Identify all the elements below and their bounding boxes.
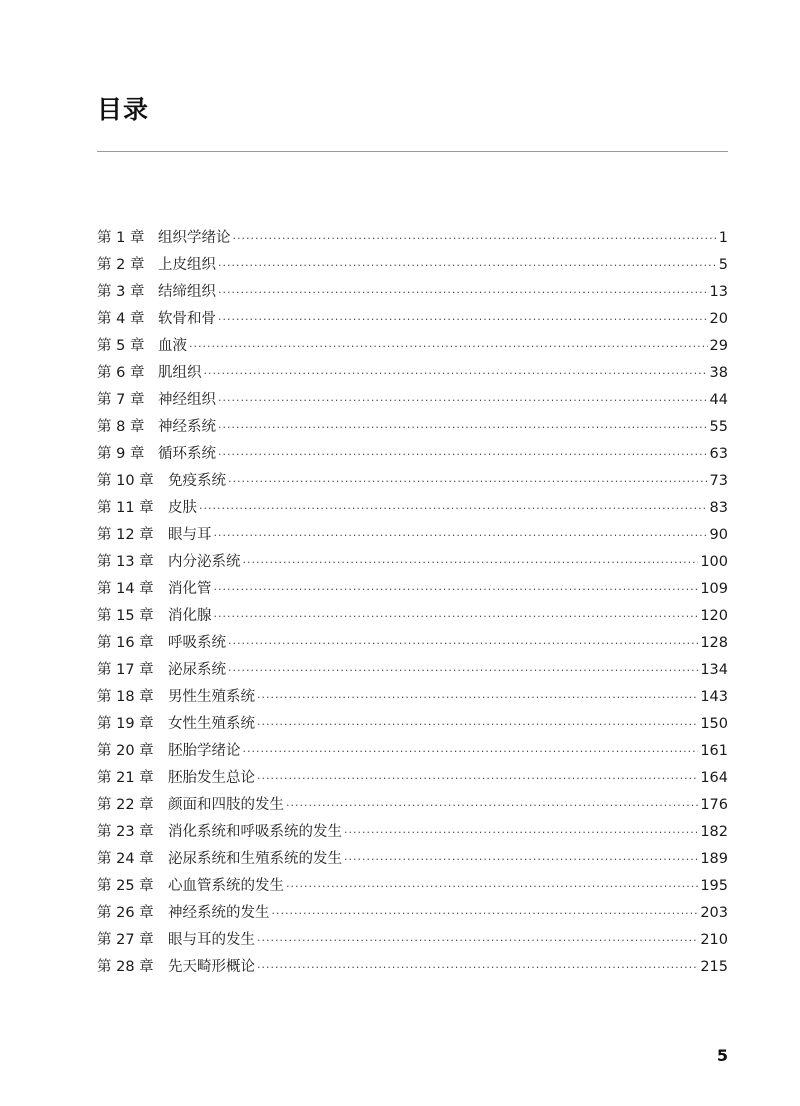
toc-entry[interactable] [97,630,728,657]
chapter-page-number: 164 [700,770,728,786]
chapter-number: 第 18 章 [97,689,154,705]
chapter-number: 第 11 章 [97,500,154,516]
toc-entry[interactable] [97,576,728,603]
toc-entry[interactable] [97,900,728,927]
chapter-title: 泌尿系统和生殖系统的发生 [168,851,342,867]
dot-leader [218,252,717,279]
dot-leader [257,954,698,981]
toc-entry[interactable] [97,468,728,495]
chapter-title: 消化管 [168,581,212,597]
dot-leader [214,576,699,603]
chapter-title: 血液 [158,338,187,354]
chapter-title: 眼与耳 [168,527,212,543]
toc-entry[interactable] [97,522,728,549]
dot-leader [344,819,698,846]
dot-leader [257,711,698,738]
toc-entry[interactable] [97,279,728,306]
dot-leader [243,738,699,765]
chapter-number: 第 15 章 [97,608,154,624]
chapter-page-number: 189 [700,851,728,867]
chapter-title: 消化系统和呼吸系统的发生 [168,824,342,840]
dot-leader [218,441,708,468]
chapter-number: 第 23 章 [97,824,154,840]
toc-entry[interactable] [97,360,728,387]
chapter-number: 第 2 章 [97,257,145,273]
chapter-title: 肌组织 [158,365,202,381]
chapter-number: 第 20 章 [97,743,154,759]
chapter-page-number: 38 [709,365,728,381]
chapter-title: 男性生殖系统 [168,689,255,705]
chapter-number: 第 16 章 [97,635,154,651]
chapter-number: 第 9 章 [97,446,145,462]
toc-entry[interactable] [97,873,728,900]
chapter-page-number: 150 [700,716,728,732]
chapter-number: 第 25 章 [97,878,154,894]
chapter-title: 软骨和骨 [158,311,216,327]
toc-entry[interactable] [97,927,728,954]
chapter-title: 免疫系统 [168,473,226,489]
chapter-number: 第 24 章 [97,851,154,867]
dot-leader [218,414,708,441]
toc-entry[interactable] [97,495,728,522]
chapter-number: 第 28 章 [97,959,154,975]
dot-leader [189,333,708,360]
chapter-page-number: 120 [700,608,728,624]
dot-leader [233,225,717,252]
toc-entry[interactable] [97,954,728,981]
chapter-number: 第 7 章 [97,392,145,408]
chapter-number: 第 12 章 [97,527,154,543]
toc-entry[interactable] [97,819,728,846]
dot-leader [228,630,698,657]
chapter-page-number: 5 [718,257,728,273]
chapter-page-number: 203 [700,905,728,921]
chapter-title: 神经组织 [158,392,216,408]
chapter-number: 第 26 章 [97,905,154,921]
chapter-number: 第 17 章 [97,662,154,678]
chapter-number: 第 4 章 [97,311,145,327]
chapter-title: 眼与耳的发生 [168,932,255,948]
toc-entry[interactable] [97,738,728,765]
toc-entry[interactable] [97,387,728,414]
chapter-page-number: 215 [700,959,728,975]
chapter-title: 结缔组织 [158,284,216,300]
toc-entry[interactable] [97,414,728,441]
chapter-page-number: 195 [700,878,728,894]
dot-leader [243,549,699,576]
chapter-page-number: 128 [700,635,728,651]
chapter-page-number: 109 [700,581,728,597]
chapter-number: 第 14 章 [97,581,154,597]
chapter-title: 神经系统的发生 [168,905,270,921]
toc-entry[interactable] [97,711,728,738]
chapter-title: 内分泌系统 [168,554,241,570]
chapter-number: 第 3 章 [97,284,145,300]
chapter-number: 第 21 章 [97,770,154,786]
chapter-page-number: 161 [700,743,728,759]
toc-entry[interactable] [97,333,728,360]
dot-leader [214,522,708,549]
chapter-title: 上皮组织 [158,257,216,273]
dot-leader [344,846,698,873]
dot-leader [228,657,698,684]
chapter-number: 第 1 章 [97,230,145,246]
chapter-page-number: 100 [700,554,728,570]
chapter-title: 先天畸形概论 [168,959,255,975]
dot-leader [286,792,698,819]
chapter-page-number: 44 [709,392,728,408]
chapter-page-number: 63 [709,446,728,462]
dot-leader [257,927,698,954]
chapter-number: 第 5 章 [97,338,145,354]
chapter-page-number: 176 [700,797,728,813]
toc-entry[interactable] [97,252,728,279]
toc-entry[interactable] [97,441,728,468]
chapter-title: 消化腺 [168,608,212,624]
chapter-page-number: 90 [709,527,728,543]
toc-entry[interactable] [97,657,728,684]
chapter-title: 心血管系统的发生 [168,878,284,894]
chapter-title: 胚胎发生总论 [168,770,255,786]
chapter-number: 第 27 章 [97,932,154,948]
toc-entry[interactable] [97,603,728,630]
chapter-page-number: 20 [709,311,728,327]
title-divider [97,151,728,152]
dot-leader [218,279,708,306]
chapter-page-number: 13 [709,284,728,300]
chapter-title: 泌尿系统 [168,662,226,678]
chapter-page-number: 83 [709,500,728,516]
dot-leader [286,873,698,900]
chapter-title: 胚胎学绪论 [168,743,241,759]
chapter-page-number: 210 [700,932,728,948]
table-of-contents [97,225,728,981]
toc-entry[interactable] [97,792,728,819]
chapter-page-number: 143 [700,689,728,705]
chapter-page-number: 134 [700,662,728,678]
chapter-page-number: 182 [700,824,728,840]
toc-entry[interactable] [97,684,728,711]
page-title: 目录 [97,95,150,124]
chapter-number: 第 6 章 [97,365,145,381]
dot-leader [257,765,698,792]
toc-entry[interactable] [97,765,728,792]
chapter-number: 第 10 章 [97,473,154,489]
chapter-title: 皮肤 [168,500,197,516]
dot-leader [272,900,699,927]
chapter-number: 第 19 章 [97,716,154,732]
chapter-title: 组织学绪论 [158,230,231,246]
dot-leader [218,387,708,414]
chapter-title: 呼吸系统 [168,635,226,651]
dot-leader [257,684,698,711]
chapter-page-number: 29 [709,338,728,354]
chapter-title: 女性生殖系统 [168,716,255,732]
chapter-page-number: 55 [709,419,728,435]
dot-leader [214,603,699,630]
chapter-page-number: 73 [709,473,728,489]
toc-entry[interactable] [97,225,728,252]
chapter-title: 循环系统 [158,446,216,462]
dot-leader [228,468,708,495]
dot-leader [199,495,708,522]
toc-entry[interactable] [97,306,728,333]
chapter-page-number: 1 [718,230,728,246]
toc-entry[interactable] [97,846,728,873]
chapter-number: 第 8 章 [97,419,145,435]
dot-leader [204,360,708,387]
chapter-title: 神经系统 [158,419,216,435]
page-number: 5 [716,1046,728,1065]
dot-leader [218,306,708,333]
chapter-title: 颜面和四肢的发生 [168,797,284,813]
chapter-number: 第 13 章 [97,554,154,570]
chapter-number: 第 22 章 [97,797,154,813]
toc-entry[interactable] [97,549,728,576]
